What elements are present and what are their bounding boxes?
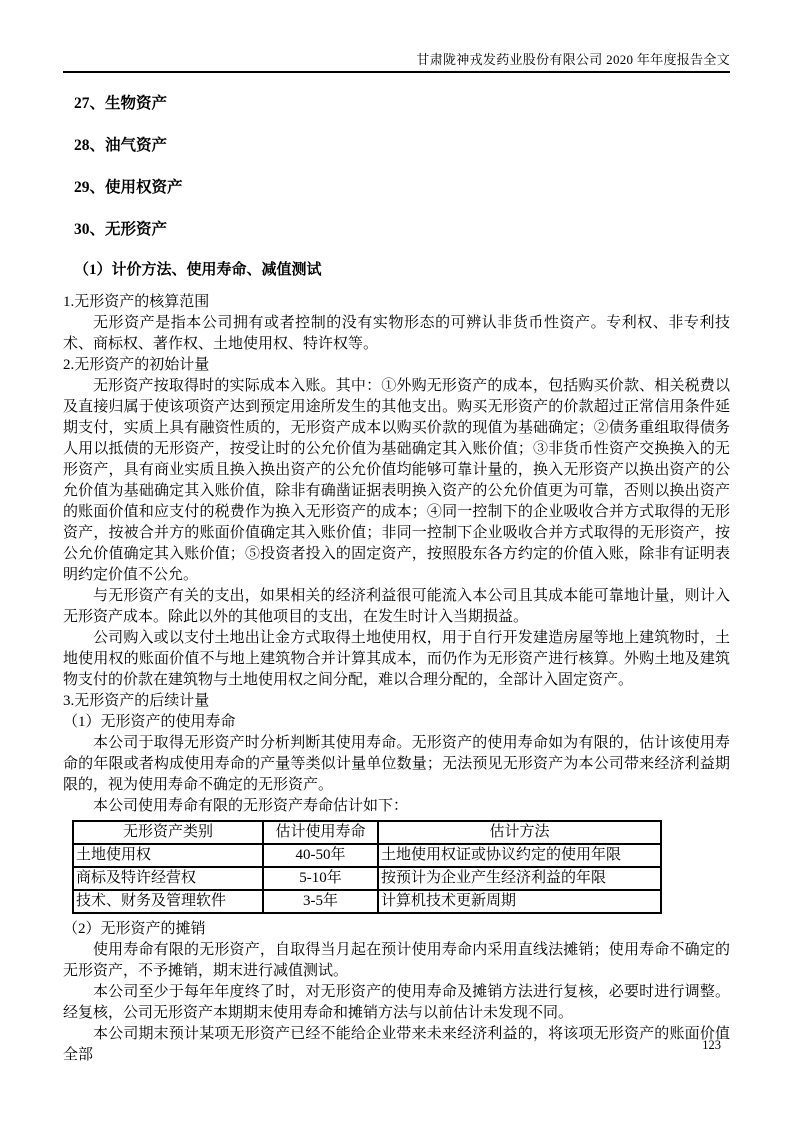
body-text xyxy=(63,292,730,1066)
paragraph-accounting-scope-title: 1.无形资产的核算范围 xyxy=(63,294,210,310)
intangible-assets-useful-life-table xyxy=(72,820,662,914)
table-cell-category: 技术、财务及管理软件 xyxy=(73,890,263,913)
document-header xyxy=(63,52,730,73)
paragraph-derecognition: 本公司期末预计某项无形资产已经不能给企业带来未来经济利益的，将该项无形资产的账面价值全部 xyxy=(63,1026,730,1063)
page-number: 123 xyxy=(702,1038,721,1052)
table-cell-category: 土地使用权 xyxy=(73,844,263,867)
paragraph-initial-measurement-title: 2.无形资产的初始计量 xyxy=(63,357,210,373)
paragraph-amortization-title: （2）无形资产的摊销 xyxy=(63,921,206,937)
table-header-cell-estimated-life: 估计使用寿命 xyxy=(263,821,378,844)
table-cell-life: 3-5年 xyxy=(263,890,378,913)
table-row xyxy=(73,844,661,867)
heading-right-of-use-assets: 29、使用权资产 xyxy=(74,179,183,196)
heading-oil-gas-assets: 28、油气资产 xyxy=(74,137,168,154)
paragraph-table-intro: 本公司使用寿命有限的无形资产寿命估计如下： xyxy=(93,798,409,814)
heading-biological-assets: 27、生物资产 xyxy=(74,95,168,112)
table-row xyxy=(73,890,661,913)
paragraph-accounting-scope: 无形资产是指本公司拥有或者控制的没有实物形态的可辨认非货币性资产。专利权、非专利技术、商标权、著作权、土地使用权、特许权等。 xyxy=(63,315,730,352)
table-header-row xyxy=(73,821,661,844)
table-cell-method: 按预计为企业产生经济利益的年限 xyxy=(378,867,661,890)
paragraph-amortization-method: 使用寿命有限的无形资产，自取得当月起在预计使用寿命内采用直线法摊销；使用寿命不确定的无形资产，不予摊销，期末进行减值测试。 xyxy=(63,942,730,979)
table-row xyxy=(73,867,661,890)
table-cell-method: 土地使用权证或协议约定的使用年限 xyxy=(378,844,661,867)
header-title: 甘肃陇神戎发药业股份有限公司 2020 年年度报告全文 xyxy=(416,52,730,67)
paragraph-useful-life-title: （1）无形资产的使用寿命 xyxy=(63,714,236,730)
table-header-cell-category: 无形资产类别 xyxy=(73,821,263,844)
table-header-cell-estimation-method: 估计方法 xyxy=(378,821,661,844)
paragraph-subsequent-measurement-title: 3.无形资产的后续计量 xyxy=(63,693,210,709)
heading-valuation-method-useful-life-impairment: （1）计价方法、使用寿命、减值测试 xyxy=(74,262,322,278)
paragraph-related-expenditure: 与无形资产有关的支出，如果相关的经济利益很可能流入本公司且其成本能可靠地计量，则计入无形资产成本。除此以外的其他项目的支出，在发生时计入当期损益。 xyxy=(63,588,730,625)
paragraph-land-use-right: 公司购入或以支付土地出让金方式取得土地使用权，用于自行开发建造房屋等地上建筑物时，土地使用权的账面价值不与地上建筑物合并计算其成本，而仍作为无形资产进行核算。外购土地及建筑物支付的价款在建筑物与土地使用权之间分配，难以合理分配的，全部计入固定资产。 xyxy=(63,630,730,688)
heading-intangible-assets: 30、无形资产 xyxy=(74,221,168,238)
paragraph-annual-review: 本公司至少于每年年度终了时，对无形资产的使用寿命及摊销方法进行复核，必要时进行调整。经复核，公司无形资产本期期末使用寿命和摊销方法与以前估计未发现不同。 xyxy=(63,984,730,1021)
paragraph-useful-life-judgement: 本公司于取得无形资产时分析判断其使用寿命。无形资产的使用寿命如为有限的，估计该使用寿命的年限或者构成使用寿命的产量等类似计量单位数量；无法预见无形资产为本公司带来经济利益期限的，视为使用寿命不确定的无形资产。 xyxy=(63,735,730,793)
paragraph-initial-measurement: 无形资产按取得时的实际成本入账。其中：①外购无形资产的成本，包括购买价款、相关税费以及直接归属于使该项资产达到预定用途所发生的其他支出。购买无形资产的价款超过正常信用条件延期支付，实质上具有融资性质的，无形资产成本以购买价款的现值为基础确定；②债务重组取得债务人用以抵债的无形资产，按受让时的公允价值为基础确定其入账价值；③非货币性资产交换换入的无形资产，具有商业实质且换入换出资产的公允价值均能够可靠计量的，换入无形资产以换出资产的公允价值为基础确定其入账价值，除非有确凿证据表明换入资产的公允价值更为可靠，否则以换出资产的账面价值和应支付的税费作为换入无形资产的成本；④同一控制下的企业吸收合并方式取得的无形资产，按被合并方的账面价值确定其入账价值；非同一控制下企业吸收合并方式取得的无形资产，按公允价值确定其入账价值；⑤投资者投入的固定资产，按照股东各方约定的价值入账，除非有证明表明约定价值不公允。 xyxy=(63,378,730,583)
table-cell-life: 40-50年 xyxy=(263,844,378,867)
table-cell-category: 商标及特许经营权 xyxy=(73,867,263,890)
table-cell-method: 计算机技术更新周期 xyxy=(378,890,661,913)
table-cell-life: 5-10年 xyxy=(263,867,378,890)
page-content xyxy=(63,0,730,1066)
